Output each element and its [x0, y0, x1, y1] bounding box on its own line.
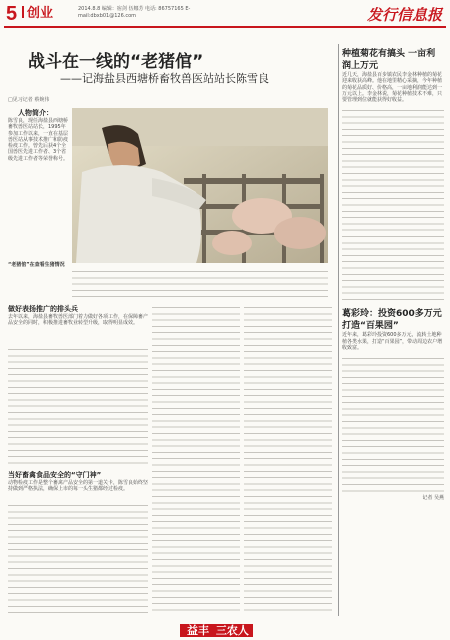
- footer-label: 三农人: [215, 624, 249, 637]
- lead-body-col2: [152, 304, 240, 614]
- profile-text: 陈雪良，现任海盐县西塘桥畜牧兽医站站长，1995年参加工作以来，一直在基层兽医站从事技术推广和防疫检疫工作。曾先后获4个全国兽医先进工作者、3个省级先进工作者等荣誉称号。: [8, 118, 69, 162]
- headline: 战斗在一线的“老猪倌”: [28, 52, 204, 72]
- sidebar-story1-title: 种植菊花有搞头 一亩利润上万元: [342, 49, 436, 71]
- profile-label: 人物简介：: [18, 109, 53, 117]
- page-number: 5: [6, 3, 18, 25]
- page-meta: 2014.8.8 编辑：宿剑 伍娜芳 电话: 86757165 E-mail:dbxb01@126.com: [78, 6, 191, 19]
- story-gatekeeper-title: 当好畜禽食品安全的“守门神”: [8, 471, 102, 479]
- footer-brand: [180, 624, 253, 637]
- lead-body-col3: [244, 304, 332, 614]
- sidebar-story2-byline: 记者 吴燕: [422, 495, 444, 502]
- page-header: [4, 3, 444, 25]
- section-name: 创业: [22, 6, 53, 22]
- right-sidebar: [342, 48, 444, 616]
- photo-caption: “老猪倌”在查看生猪情况: [8, 262, 65, 268]
- story-gatekeeper: [8, 470, 148, 500]
- lead-body-top: [72, 268, 328, 300]
- story-gatekeeper-body: [8, 502, 148, 614]
- page-footer: [0, 622, 450, 640]
- sidebar-story2-text: 近年来，葛彩玲投资600多万元，流转土地种植各类水果，打造“百果园”，带动周边农户增收致富。: [342, 332, 443, 352]
- story-praise-body: [8, 346, 148, 466]
- subheadline: ——记海盐县西塘桥畜牧兽医站站长陈雪良: [60, 72, 269, 85]
- byline: □见习记者 蔡婉伟: [8, 97, 50, 103]
- story-praise-text: 去年以来，海盐县畜牧兽医部门着力做好各项工作，在保障畜产品安全的同时，积极推进畜牧业转型升级，取得明显成效。: [8, 314, 148, 327]
- header-rule: [4, 26, 446, 28]
- sidebar-story2-title: 葛彩玲：投资600多万元 打造“百果园”: [342, 309, 442, 332]
- story-praise: [8, 304, 148, 344]
- story-praise-title: 做好表扬推广的排头兵: [8, 305, 78, 313]
- lead-photo: [72, 108, 328, 263]
- story-gatekeeper-text: 动物检疫工作是整个畜禽产品安全的第一道关卡，陈雪良始终坚持做到严格执法，确保上市的每一头生猪都经过检疫。: [8, 480, 148, 493]
- column-divider: [338, 44, 339, 616]
- footer-brand-name: 益丰: [187, 624, 209, 637]
- sidebar-story1-text: 近几天，海盐县百步镇农民李金林种植的菊花迎来收获高峰。他在地里精心采摘，今年种植的菊花品质好、价格高，一亩地利润能达到一万元以上。李金林说，菊花种植技术不难，只要管理到位就能获得好收益。: [342, 72, 443, 104]
- newspaper-logo: 发行信息报: [366, 6, 442, 24]
- profile-box: [8, 108, 70, 258]
